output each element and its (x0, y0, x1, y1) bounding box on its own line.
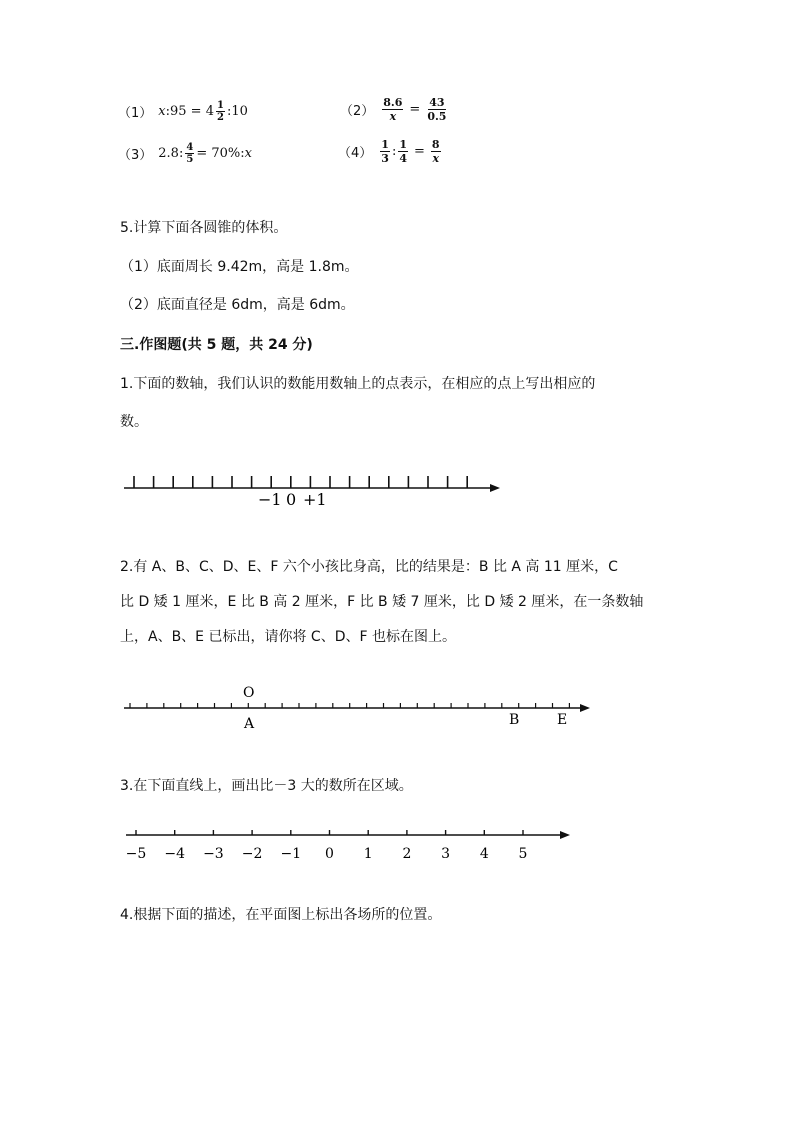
tick-label: −2 (241, 846, 263, 862)
point-label-e: E (557, 712, 568, 728)
p2-text-line-2: 比 D 矮 1 厘米，E 比 B 高 2 厘米，F 比 B 矮 7 厘米，比 D 矮 2 厘米，在一条数轴 (120, 594, 644, 610)
tick-label: 2 (402, 846, 412, 862)
denominator: x (389, 110, 397, 123)
equation-text: 2.8: (158, 146, 184, 161)
tick-label: 5 (518, 846, 528, 862)
denominator: x (432, 152, 439, 165)
tick-label: −5 (125, 846, 147, 862)
tick-group (130, 703, 569, 708)
number-line-2 (124, 685, 590, 732)
p2-text-line-1: 2.有 A、B、C、D、E、F 六个小孩比身高，比的结果是：B 比 A 高 11 厘米，C (120, 559, 618, 575)
tick-label: +1 (303, 490, 327, 509)
tick-label: 4 (479, 846, 489, 862)
equation-number: （3） (118, 148, 153, 163)
p1-text-line-2: 数。 (120, 414, 148, 430)
arrow-icon (560, 831, 570, 839)
equation-text: = 70%: (196, 146, 245, 161)
p2-text-line-3: 上，A、B、E 已标出，请你将 C、D、F 也标在图上。 (120, 629, 456, 645)
number-line-1 (124, 476, 500, 509)
p1-text-line-1: 1.下面的数轴，我们认识的数能用数轴上的点表示，在相应的点上写出相应的 (120, 376, 596, 392)
denominator: 2 (216, 112, 224, 123)
point-label-b: B (509, 712, 520, 728)
arrow-icon (490, 484, 500, 492)
q5-item-1: （1）底面周长 9.42m，高是 1.8m。 (120, 259, 359, 275)
tick-label: 3 (441, 846, 451, 862)
q5-title: 5.计算下面各圆锥的体积。 (120, 220, 288, 236)
number-line-3 (126, 830, 570, 862)
equation-text: :95 = 4 (165, 104, 214, 119)
variable-x: x (158, 104, 166, 119)
tick-label: −1 (280, 846, 302, 862)
tick-label: −1 (258, 490, 282, 509)
denominator: 0.5 (427, 110, 447, 123)
tick-label: −4 (164, 846, 186, 862)
point-label-o: O (243, 685, 255, 701)
tick-label: 0 (286, 490, 297, 509)
equation-number: （2） (340, 104, 375, 119)
point-label-a: A (244, 716, 255, 732)
numerator: 4 (186, 142, 194, 153)
equation-text: :10 (226, 104, 248, 119)
ratio-colon: : (391, 144, 397, 159)
numerator: 1 (216, 100, 224, 111)
tick-group (134, 476, 467, 488)
q5-item-2: （2）底面直径是 6dm，高是 6dm。 (120, 297, 355, 313)
tick-label: 1 (363, 846, 373, 862)
tick-label: 0 (325, 846, 334, 862)
numerator: 8 (431, 138, 440, 151)
denominator: 4 (399, 152, 407, 165)
tick-label: −3 (203, 846, 224, 862)
equals-sign: = (413, 144, 425, 159)
p4-text: 4.根据下面的描述，在平面图上标出各场所的位置。 (120, 907, 442, 923)
denominator: 5 (186, 154, 194, 165)
numerator: 8.6 (383, 96, 403, 109)
numerator: 1 (399, 138, 407, 151)
denominator: 3 (381, 152, 389, 165)
section-title: 三.作图题(共 5 题，共 24 分) (120, 337, 313, 353)
numerator: 43 (429, 96, 445, 109)
equation-number: （1） (118, 106, 153, 121)
equals-sign: = (409, 102, 421, 117)
equation-number: （4） (338, 146, 373, 161)
arrow-icon (580, 704, 590, 712)
variable-x: x (244, 146, 252, 161)
p3-text: 3.在下面直线上，画出比－3 大的数所在区域。 (120, 778, 413, 794)
numerator: 1 (381, 138, 389, 151)
